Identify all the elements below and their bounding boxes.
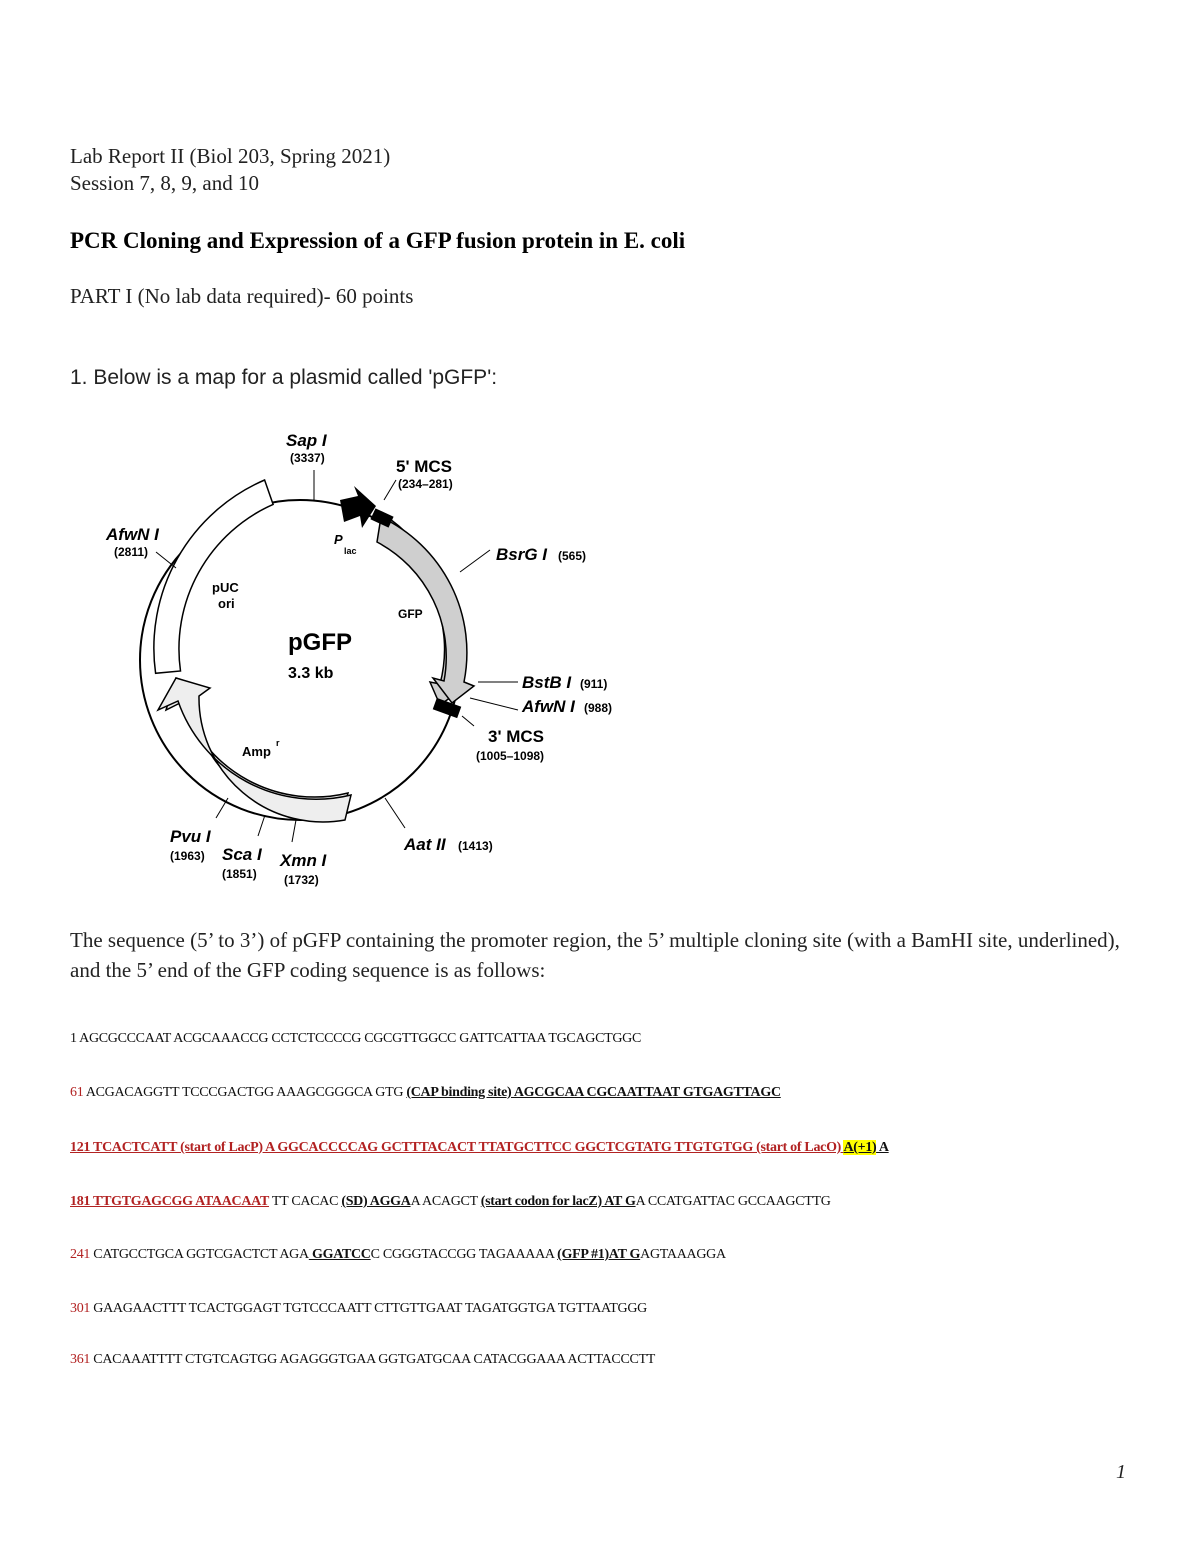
pvu-tick [216,798,228,818]
amp-superscript: r [276,738,280,748]
aat-position: (1413) [458,839,493,853]
mcs5-position: (234–281) [398,477,453,491]
afwn2-position: (988) [584,701,613,715]
gfp-start-codon: (GFP #1)AT G [557,1247,641,1262]
mcs3-label: 3' MCS [488,727,544,746]
afwn1-label: AfwN I [106,525,159,544]
afwn1-tick [156,552,176,568]
sequence-line-2 [70,1085,781,1101]
amp-label: Amp [242,744,271,759]
sequence-line-3 [70,1140,889,1156]
xmn-position: (1732) [284,873,319,887]
puc-ori-feature [154,480,273,673]
sequence-line-4 [70,1194,831,1210]
bsrg-label: BsrG I [496,545,548,564]
sequence-text: A [876,1140,889,1155]
plac-label-sub: lac [344,546,357,556]
sequence-line-7 [70,1352,655,1368]
bstb-position: (911) [580,677,608,691]
aat-tick [385,798,405,828]
lacz-start-codon: (start codon for lacZ) AT G [480,1194,636,1209]
sca-tick [258,815,265,836]
sequence-text: C CGGGTACCGG TAGAAAAA [370,1247,558,1262]
afwn2-label: AfwN I [522,697,575,716]
sequence-text: A ACAGCT [410,1194,481,1209]
sap-label: Sap I [286,431,327,450]
bstb-label: BstB I [522,673,572,692]
report-header-line2: Session 7, 8, 9, and 10 [70,171,259,195]
sequence-text: 1 AGCGCCCAAT ACGCAAACCG CCTCTCCCCG CGCGTTGGCC GATTCATTAA TGCAGCTGGC [70,1031,642,1046]
line-number: 61 [70,1085,84,1100]
lacp-region: 121 TCACTCATT (start of LacP) A GGCACCCCAG GCTTTACACT TTATGCTTCC GGCTCGTATG TTGTGTGG (start of LacO) [70,1140,844,1155]
document-title: PCR Cloning and Expression of a GFP fusion protein in E. coli [70,228,686,253]
afwn1-position: (2811) [114,545,149,559]
sequence-text: GAAGAACTTT TCACTGGAGT TGTCCCAATT CTTGTTGAAT TAGATGGTGA TGTTAATGGG [90,1301,647,1316]
plasmid-size: 3.3 kb [288,665,334,682]
sequence-text: AGTAAAGGA [640,1247,726,1262]
sequence-description: The sequence (5’ to 3’) of pGFP containing the promoter region, the 5’ multiple cloning site (with a BamHI site, underlined), and the 5’ end of the GFP coding sequence is as follows: [70,928,1120,982]
sequence-text: A CCATGATTAC GCCAAGCTTG [635,1194,831,1209]
shine-dalgarno: (SD) AGGA [341,1194,411,1209]
bsrg-tick [460,550,490,572]
page-number: 1 [1116,1461,1126,1483]
sequence-text: CATGCCTGCA GGTCGACTCT AGA [90,1247,309,1262]
laco-region: 181 TTGTGAGCGG ATAACAAT [70,1194,269,1209]
sequence-line-6 [70,1301,647,1317]
mcs5-label: 5' MCS [396,457,452,476]
ori-label-1: pUC [212,580,239,595]
plasmid-map [100,420,640,900]
pvu-label: Pvu I [170,827,211,846]
bamhi-site: GGATCC [308,1247,371,1262]
sequence-line-5 [70,1247,726,1263]
aat-label: Aat II [404,835,446,854]
gfp-arrow [377,517,474,703]
plac-promoter-arrow [340,486,376,528]
plasmid-name: pGFP [288,629,352,656]
xmn-tick [292,820,296,842]
line-number: 301 [70,1301,91,1316]
sca-label: Sca I [222,845,262,864]
part-heading: PART I (No lab data required)- 60 points [70,284,414,308]
mcs5-tick [384,480,396,500]
pvu-position: (1963) [170,849,205,863]
sequence-line-1 [70,1031,641,1047]
report-header-line1: Lab Report II (Biol 203, Spring 2021) [70,144,391,168]
bsrg-position: (565) [558,549,587,563]
sap-position: (3337) [290,451,325,465]
question-1: 1. Below is a map for a plasmid called 'pGFP': [70,366,498,389]
sequence-text: CACAAATTTT CTGTCAGTGG AGAGGGTGAA GGTGATGCAA CATACGGAAA ACTTACCCTT [90,1352,656,1367]
mcs3-tick [462,716,474,726]
cap-binding-site: (CAP binding site) AGCGCAA CGCAATTAAT GTGAGTTAGC [406,1085,781,1100]
sequence-text: TT CACAC [268,1194,342,1209]
mcs3-box [433,698,462,718]
line-number: 361 [70,1352,91,1367]
plac-label-p: P [334,532,343,547]
gfp-label: GFP [398,607,423,621]
transcription-start-highlight: A(+1) [843,1140,877,1155]
sequence-text: ACGACAGGTT TCCCGACTGG AAAGCGGGCA GTG [83,1085,407,1100]
afwn2-tick [470,698,518,710]
xmn-label: Xmn I [280,851,327,870]
mcs3-position: (1005–1098) [476,749,545,763]
sca-position: (1851) [222,867,257,881]
ori-label-2: ori [218,596,235,611]
line-number: 241 [70,1247,91,1262]
